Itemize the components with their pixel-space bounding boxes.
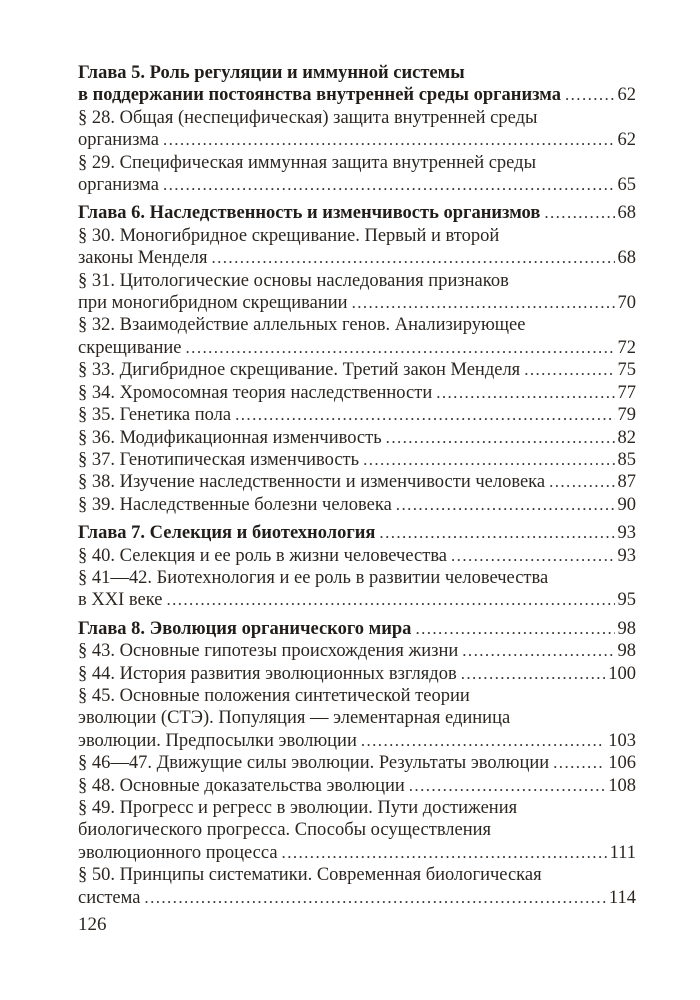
- toc-entry: [78, 427, 636, 449]
- dot-leader: [415, 618, 614, 640]
- toc-entry-line: [78, 663, 636, 685]
- toc-entry-text: Глава 5. Роль регуляции и иммунной системы: [78, 63, 465, 83]
- toc-entry-line: [78, 337, 636, 359]
- toc-entry-text: § 28. Общая (неспецифическая) защита внутренней среды: [78, 107, 538, 128]
- dot-leader: [549, 471, 614, 493]
- dot-leader: [553, 752, 605, 774]
- toc-section: [78, 62, 636, 196]
- toc-entry-line: [78, 359, 636, 381]
- toc-entry-text: § 30. Моногибридное скрещивание. Первый и второй: [78, 225, 500, 246]
- toc-entry-text: Глава 6. Наследственность и изменчивость организмов: [78, 203, 541, 224]
- page-ref: 79: [617, 405, 636, 426]
- toc-entry-text: § 37. Генотипическая изменчивость: [78, 449, 360, 470]
- toc-entry-text: § 43. Основные гипотезы происхождения жизни: [78, 641, 459, 662]
- toc-entry: [78, 545, 636, 567]
- dot-leader: [144, 887, 606, 909]
- toc-entry-text: § 35. Генетика пола: [78, 405, 232, 426]
- page-ref: 85: [617, 449, 636, 470]
- toc-entry-line: [78, 707, 636, 729]
- dot-leader: [352, 292, 615, 314]
- dot-leader: [163, 174, 615, 196]
- toc-entry-text: § 34. Хромосомная теория наследственности: [78, 382, 433, 403]
- page-ref: 62: [617, 130, 636, 151]
- toc-entry: [78, 640, 636, 662]
- dot-leader: [396, 494, 615, 516]
- toc-entry-line: [78, 589, 636, 611]
- folio-page-number: 126: [78, 914, 107, 935]
- page-ref: 98: [617, 641, 636, 662]
- page-ref: 65: [617, 175, 636, 196]
- dot-leader: [363, 449, 614, 471]
- chapter-heading: [78, 202, 636, 224]
- page-ref: 103: [608, 730, 636, 751]
- dot-leader: [282, 842, 607, 864]
- toc-entry-line: [78, 640, 636, 662]
- toc-entry: [78, 775, 636, 797]
- toc-entry-text: § 45. Основные положения синтетической теории: [78, 685, 470, 706]
- toc-entry: [78, 404, 636, 426]
- page-ref: 114: [608, 887, 636, 908]
- dot-leader: [451, 545, 614, 567]
- dot-leader: [166, 589, 614, 611]
- toc-entry-text: Глава 7. Селекция и биотехнология: [78, 523, 376, 544]
- toc-entry: [78, 270, 636, 315]
- toc-entry: [78, 685, 636, 752]
- toc-entry: [78, 152, 636, 197]
- toc-entry-text: скрещивание: [78, 337, 182, 358]
- toc-entry-text: Глава 8. Эволюция органического мира: [78, 618, 412, 639]
- toc-entry-text: § 29. Специфическая иммунная защита внутренней среды: [78, 152, 536, 173]
- page-ref: 87: [617, 472, 636, 493]
- toc-entry-line: [78, 314, 636, 336]
- toc-entry-line: [78, 84, 636, 106]
- toc-entry-line: [78, 174, 636, 196]
- toc-entry-text: организма: [78, 175, 159, 196]
- toc-entry-line: [78, 202, 636, 224]
- toc-section: [78, 618, 636, 909]
- page-ref: 93: [617, 545, 636, 566]
- toc-entry-line: [78, 152, 636, 174]
- page-ref: 98: [617, 618, 636, 639]
- toc-entry: [78, 864, 636, 909]
- toc-entry-text: § 38. Изучение наследственности и изменчивости человека: [78, 472, 546, 493]
- table-of-contents: [78, 62, 636, 909]
- toc-entry: [78, 494, 636, 516]
- toc-entry-line: [78, 775, 636, 797]
- toc-entry: [78, 382, 636, 404]
- toc-entry-line: [78, 842, 636, 864]
- chapter-heading: [78, 522, 636, 544]
- toc-entry: [78, 471, 636, 493]
- toc-entry-line: [78, 270, 636, 292]
- page-ref: 111: [609, 842, 636, 863]
- toc-entry-line: [78, 819, 636, 841]
- dot-leader: [386, 427, 615, 449]
- toc-entry-text: система: [78, 887, 141, 908]
- toc-entry: [78, 449, 636, 471]
- page-ref: 108: [608, 775, 636, 796]
- toc-entry: [78, 797, 636, 864]
- page-ref: 100: [608, 663, 636, 684]
- toc-section: [78, 202, 636, 516]
- dot-leader: [379, 522, 614, 544]
- toc-entry-line: [78, 887, 636, 909]
- toc-entry-line: [78, 685, 636, 707]
- toc-entry: [78, 314, 636, 359]
- dot-leader: [462, 640, 614, 662]
- toc-entry-text: § 41—42. Биотехнология и ее роль в развитии человечества: [78, 567, 549, 588]
- dot-leader: [524, 359, 614, 381]
- toc-entry-text: § 36. Модификационная изменчивость: [78, 427, 382, 448]
- dot-leader: [186, 337, 615, 359]
- toc-entry-text: эволюции (СТЭ). Популяция — элементарная единица: [78, 708, 511, 729]
- toc-entry-text: § 48. Основные доказательства эволюции: [78, 775, 405, 796]
- toc-entry: [78, 107, 636, 152]
- dot-leader: [211, 247, 614, 269]
- toc-entry: [78, 663, 636, 685]
- toc-entry-line: [78, 427, 636, 449]
- toc-entry-text: § 31. Цитологические основы наследования признаков: [78, 270, 509, 291]
- page-ref: 68: [617, 203, 636, 224]
- dot-leader: [409, 775, 605, 797]
- toc-entry: [78, 359, 636, 381]
- chapter-heading: [78, 62, 636, 107]
- chapter-heading: [78, 618, 636, 640]
- toc-entry-line: [78, 247, 636, 269]
- toc-entry-text: § 39. Наследственные болезни человека: [78, 494, 392, 515]
- toc-entry-line: [78, 449, 636, 471]
- toc-entry-line: [78, 494, 636, 516]
- toc-entry-line: [78, 292, 636, 314]
- toc-entry-text: при моногибридном скрещивании: [78, 293, 348, 314]
- page-ref: 95: [617, 590, 636, 611]
- toc-entry-line: [78, 730, 636, 752]
- toc-entry-text: § 49. Прогресс и регресс в эволюции. Пути достижения: [78, 798, 518, 818]
- dot-leader: [565, 84, 615, 106]
- toc-entry-line: [78, 107, 636, 129]
- toc-entry: [78, 752, 636, 774]
- toc-entry-line: [78, 471, 636, 493]
- page-ref: 72: [617, 337, 636, 358]
- page-ref: 82: [617, 427, 636, 448]
- dot-leader: [163, 129, 615, 151]
- toc-entry: [78, 567, 636, 612]
- toc-entry-text: в XXI веке: [78, 590, 163, 611]
- toc-entry-line: [78, 129, 636, 151]
- toc-entry-line: [78, 522, 636, 544]
- page-ref: 106: [608, 753, 636, 774]
- toc-entry-text: § 46—47. Движущие силы эволюции. Результаты эволюции: [78, 753, 550, 774]
- toc-entry-line: [78, 404, 636, 426]
- page-ref: 77: [617, 382, 636, 403]
- toc-entry-line: [78, 797, 636, 819]
- toc-entry: [78, 225, 636, 270]
- toc-entry-text: в поддержании постоянства внутренней среды организма: [78, 85, 561, 106]
- page-ref: 68: [617, 248, 636, 269]
- toc-entry-text: эволюции. Предпосылки эволюции: [78, 730, 357, 751]
- page-ref: 62: [617, 85, 636, 106]
- toc-entry-line: [78, 618, 636, 640]
- dot-leader: [436, 382, 614, 404]
- toc-entry-text: эволюционного процесса: [78, 842, 278, 863]
- dot-leader: [235, 404, 614, 426]
- toc-entry-text: законы Менделя: [78, 248, 208, 269]
- toc-section: [78, 522, 636, 612]
- toc-entry-text: организма: [78, 130, 159, 151]
- page-ref: 70: [617, 293, 636, 314]
- dot-leader: [461, 663, 606, 685]
- toc-entry-text: § 40. Селекция и ее роль в жизни человечества: [78, 545, 448, 566]
- toc-entry-line: [78, 62, 636, 84]
- toc-entry-line: [78, 545, 636, 567]
- toc-entry-text: § 32. Взаимодействие аллельных генов. Анализирующее: [78, 315, 526, 336]
- toc-entry-line: [78, 864, 636, 886]
- toc-entry-text: § 50. Принципы систематики. Современная биологическая: [78, 865, 542, 886]
- page-ref: 90: [617, 494, 636, 515]
- toc-entry-line: [78, 567, 636, 589]
- toc-entry-text: § 33. Дигибридное скрещивание. Третий закон Менделя: [78, 360, 521, 381]
- page-ref: 93: [617, 523, 636, 544]
- page-ref: 75: [617, 360, 636, 381]
- toc-entry-line: [78, 752, 636, 774]
- toc-entry-text: биологического прогресса. Способы осуществления: [78, 820, 492, 841]
- toc-entry-line: [78, 382, 636, 404]
- dot-leader: [544, 202, 614, 224]
- toc-entry-text: § 44. История развития эволюционных взглядов: [78, 663, 457, 684]
- toc-entry-line: [78, 225, 636, 247]
- dot-leader: [361, 730, 605, 752]
